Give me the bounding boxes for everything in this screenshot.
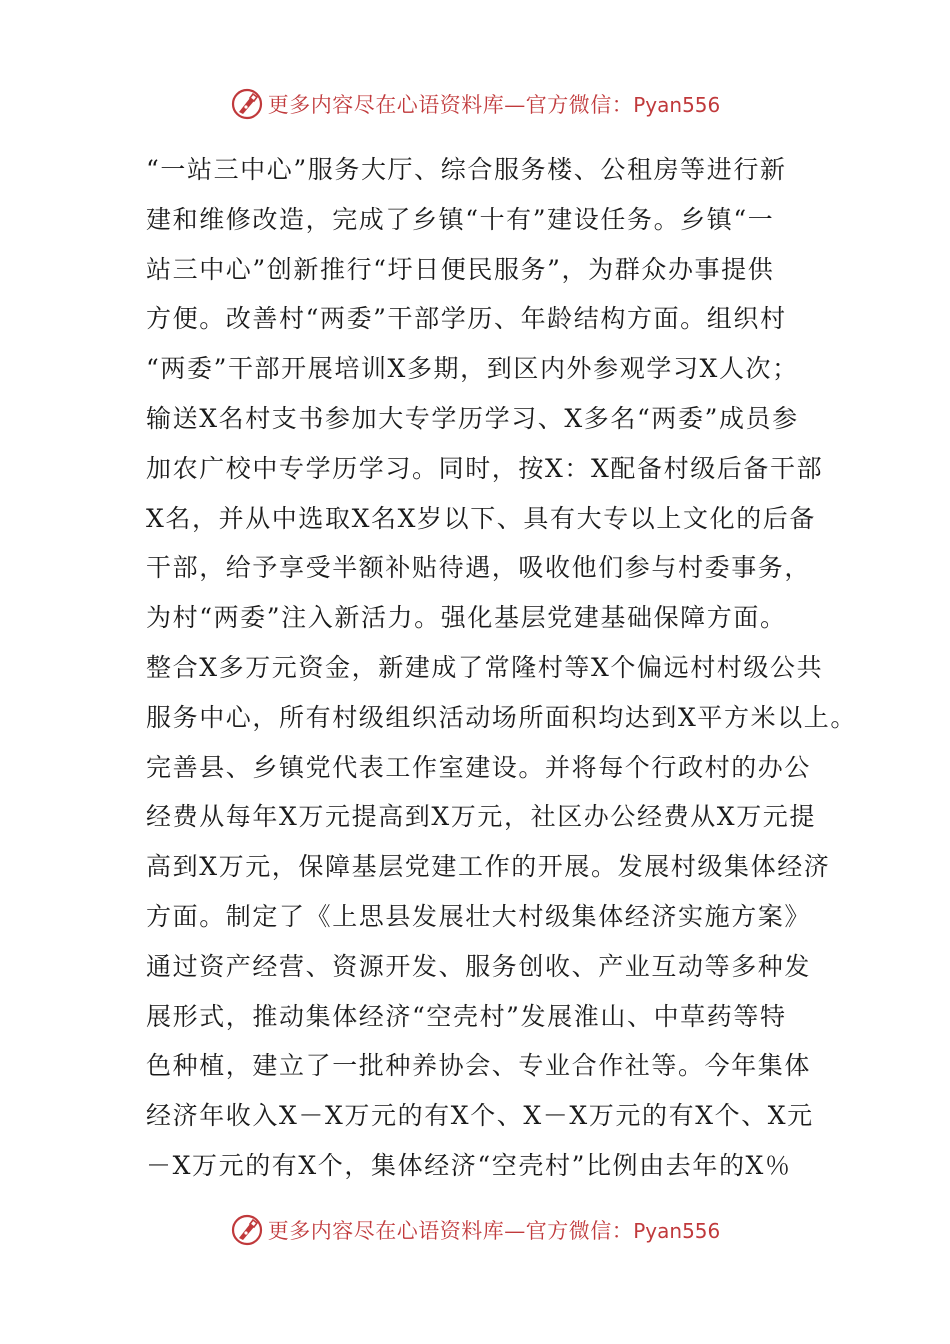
body-text-line: 服务中心，所有村级组织活动场所面积均达到X平方米以上。 bbox=[146, 702, 857, 732]
body-text-line: X名，并从中选取X名X岁以下、具有大专以上文化的后备 bbox=[146, 503, 816, 533]
body-text-line: 经济年收入X－X万元的有X个、X－X万元的有X个、X元 bbox=[146, 1101, 814, 1131]
header-wechat-id: Pyan556 bbox=[633, 93, 721, 117]
body-text-line: 站三中心”创新推行“圩日便民服务”，为群众办事提供 bbox=[146, 254, 775, 284]
pen-nib-logo-icon bbox=[230, 87, 264, 121]
body-text-line: 方面。制定了《上思县发展壮大村级集体经济实施方案》 bbox=[146, 901, 812, 931]
pen-nib-logo-icon bbox=[230, 1213, 264, 1247]
body-text-line: 通过资产经营、资源开发、服务创收、产业互动等多种发 bbox=[146, 951, 812, 981]
body-text-line: 方便。改善村“两委”干部学历、年龄结构方面。组织村 bbox=[146, 304, 787, 334]
header-banner-text: 更多内容尽在心语资料库—官方微信：Pyan556 bbox=[267, 93, 721, 117]
body-text-line: 整合X多万元资金，新建成了常隆村等X个偏远村村级公共 bbox=[146, 652, 824, 682]
document-body bbox=[146, 145, 857, 1191]
body-text-line: 完善县、乡镇党代表工作室建设。并将每个行政村的办公 bbox=[146, 752, 812, 782]
body-text-line: 展形式，推动集体经济“空壳村”发展淮山、中草药等特 bbox=[146, 1001, 787, 1031]
body-text-line: 为村“两委”注入新活力。强化基层党建基础保障方面。 bbox=[146, 603, 787, 633]
body-text-line: “一站三中心”服务大厅、综合服务楼、公租房等进行新 bbox=[146, 155, 787, 184]
footer-banner bbox=[0, 1210, 950, 1250]
body-text-line: 加农广校中专学历学习。同时，按X：X配备村级后备干部 bbox=[146, 453, 824, 483]
header-banner bbox=[0, 84, 950, 124]
body-text-line: 高到X万元，保障基层党建工作的开展。发展村级集体经济 bbox=[146, 852, 831, 882]
footer-banner-text: 更多内容尽在心语资料库—官方微信：Pyan556 bbox=[267, 1219, 721, 1243]
body-text-line: 干部，给予享受半额补贴待遇，吸收他们参与村委事务， bbox=[146, 553, 812, 583]
body-text-line: 建和维修改造，完成了乡镇“十有”建设任务。乡镇“一 bbox=[146, 204, 775, 234]
body-text-line: 经费从每年X万元提高到X万元，社区办公经费从X万元提 bbox=[146, 802, 816, 832]
body-text-line: “两委”干部开展培训X多期，到区内外参观学习X人次； bbox=[146, 354, 799, 384]
body-text-line: 输送X名村支书参加大专学历学习、X多名“两委”成员参 bbox=[146, 403, 799, 433]
footer-wechat-id: Pyan556 bbox=[633, 1219, 721, 1243]
body-text-line: 色种植，建立了一批种养协会、专业合作社等。今年集体 bbox=[146, 1051, 812, 1081]
body-text-line: －X万元的有X个，集体经济“空壳村”比例由去年的X％ bbox=[146, 1150, 792, 1180]
